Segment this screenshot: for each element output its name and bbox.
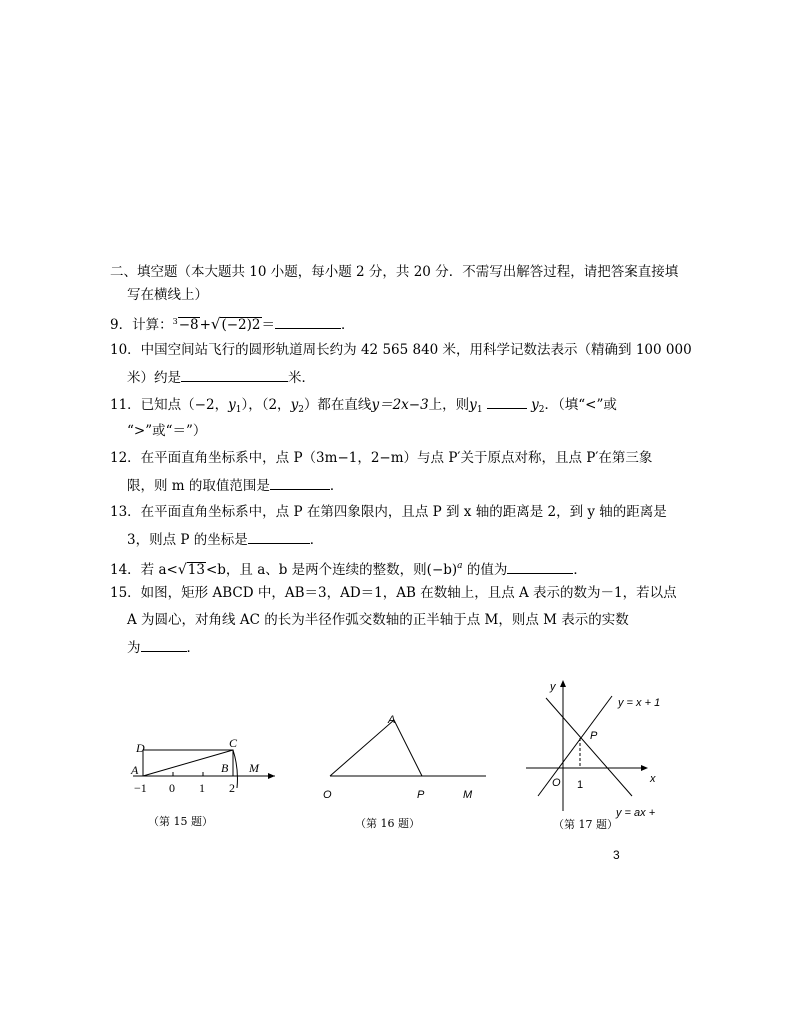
label-a: A (131, 763, 139, 777)
q12-answer-blank[interactable] (270, 475, 330, 490)
question-10-line2 (127, 367, 315, 388)
section-heading-cont: 写在横线上） (127, 287, 208, 303)
q9-plus: + (199, 317, 211, 333)
question-15-line2: A 为圆心，对角线 AC 的长为半径作弧交数轴的正半轴于点 M，则点 M 表示的实数 (127, 612, 629, 628)
q12-text-b: ． (329, 478, 344, 494)
figure-16-svg (318, 710, 493, 810)
question-10-line1: 10．中国空间站飞行的圆形轨道周长约为 42 565 840 米，用科学记数法表示（精确到 100 000 (110, 342, 692, 358)
page-number: 3 (613, 848, 620, 862)
q14-exponent: a (457, 561, 463, 571)
figure-17-caption: （第 17 题） (553, 818, 618, 831)
label-x: x (650, 773, 656, 785)
question-11-line2: “>”或“＝”） (127, 423, 207, 439)
q11-text-a: 11．已知点（−2， (110, 397, 229, 413)
diagonal-ac (143, 750, 233, 776)
q11-y1: y (228, 397, 236, 413)
label-d: D (136, 741, 145, 755)
label-line2: y = ax + (616, 807, 656, 819)
label-o: O (323, 789, 332, 801)
q9-cube-root: −8 (178, 317, 199, 333)
label-a: A (388, 714, 396, 726)
q10-answer-blank[interactable] (181, 367, 288, 382)
q10-text-b: 米． (288, 370, 315, 386)
q11-text-e: ．（填“<”或 (544, 397, 617, 413)
question-13-line2 (127, 529, 323, 550)
figure-16-caption: （第 16 题） (355, 817, 420, 830)
q11-equation: y＝2x−3 (371, 397, 429, 413)
q13-end: ． (309, 532, 324, 548)
q11-text-b: ），（2， (241, 397, 291, 413)
label-o: O (552, 777, 561, 789)
label-m: M (249, 761, 259, 775)
tick-label-0: 0 (169, 781, 175, 795)
q10-text-a: 米）约是 (127, 370, 181, 386)
question-13-line1: 13．在平面直角坐标系中，点 P 在第四象限内，且点 P 到 x 轴的距离是 2，到 y 轴的距离是 (110, 504, 667, 520)
q12-text-a: 限，则 m 的取值范围是 (127, 478, 270, 494)
label-one: 1 (577, 779, 584, 791)
question-9: 9．计算：$^3$−8+√(−2)2＝ ． (110, 315, 355, 333)
figure-16 (318, 710, 493, 810)
label-y: y (550, 681, 556, 693)
question-12-line1: 12．在平面直角坐标系中，点 P（3m−1，2−m）与点 P′关于原点对称，且点 P′在第三象 (110, 450, 653, 466)
q13-text: 3，则点 P 的坐标是 (127, 532, 248, 548)
q14-text-a: 14．若 a< (110, 562, 178, 578)
tick-label-2: 2 (229, 781, 235, 795)
question-14: 14．若 a<√13<b，且 a、b 是两个连续的整数，则$(-b)^a$ 的值为 ． (110, 561, 587, 578)
figure-15-caption: （第 15 题） (148, 815, 213, 828)
tick-label-1: 1 (199, 781, 205, 795)
label-line1: y = x + 1 (618, 697, 661, 709)
label-p: P (417, 789, 425, 801)
q15-text-b: ． (186, 640, 200, 656)
label-c: C (229, 736, 238, 750)
q14-root: 13 (187, 562, 205, 578)
q9-answer-blank[interactable] (275, 314, 341, 329)
q14-text-b: <b，且 a、b 是两个连续的整数，则(−b) (205, 562, 458, 578)
label-m: M (463, 789, 473, 801)
label-p: P (590, 730, 598, 742)
arrow-head-icon (268, 773, 275, 779)
section-heading: 二、填空题（本大题共 10 小题，每小题 2 分，共 20 分．不需写出解答过程，请把答案直接填 (110, 264, 679, 280)
figure-17 (520, 676, 670, 819)
q11-text-d: 上，则 (428, 397, 470, 413)
triangle-aop (330, 720, 422, 776)
q14-answer-blank[interactable] (507, 559, 573, 574)
question-15-line3 (127, 637, 200, 658)
question-15-line1: 15．如图，矩形 ABCD 中，AB＝3，AD＝1，AB 在数轴上，且点 A 表示的数为－1，若以点 (110, 585, 677, 601)
q15-answer-blank[interactable] (141, 637, 187, 652)
q9-equals: ＝ (261, 317, 275, 333)
figure-17-svg (520, 676, 670, 819)
question-12-line2 (127, 475, 343, 496)
q9-sqrt: (−2)2 (221, 317, 261, 333)
q9-end: ． (341, 317, 355, 333)
q14-end: ． (573, 562, 587, 578)
tick-label-minus1: −1 (134, 781, 147, 795)
line-y-x-plus-1 (538, 696, 612, 796)
q13-answer-blank[interactable] (248, 529, 310, 544)
q14-text-c: 的值为 (462, 562, 508, 578)
label-b: B (221, 761, 229, 775)
q11-answer-blank[interactable] (487, 394, 527, 409)
y-arrow-icon (560, 680, 566, 687)
x-arrow-icon (641, 765, 648, 771)
q9-number: 9．计算： (110, 317, 173, 333)
q11-text-c: ）都在直线 (303, 397, 372, 413)
q15-text-a: 为 (127, 640, 141, 656)
question-11-line1: 11．已知点（−2，$y_1$），（2，$y_2$）都在直线y＝2x−3上，则$y_1$ $y_2$．（填“<”或 (110, 394, 617, 420)
